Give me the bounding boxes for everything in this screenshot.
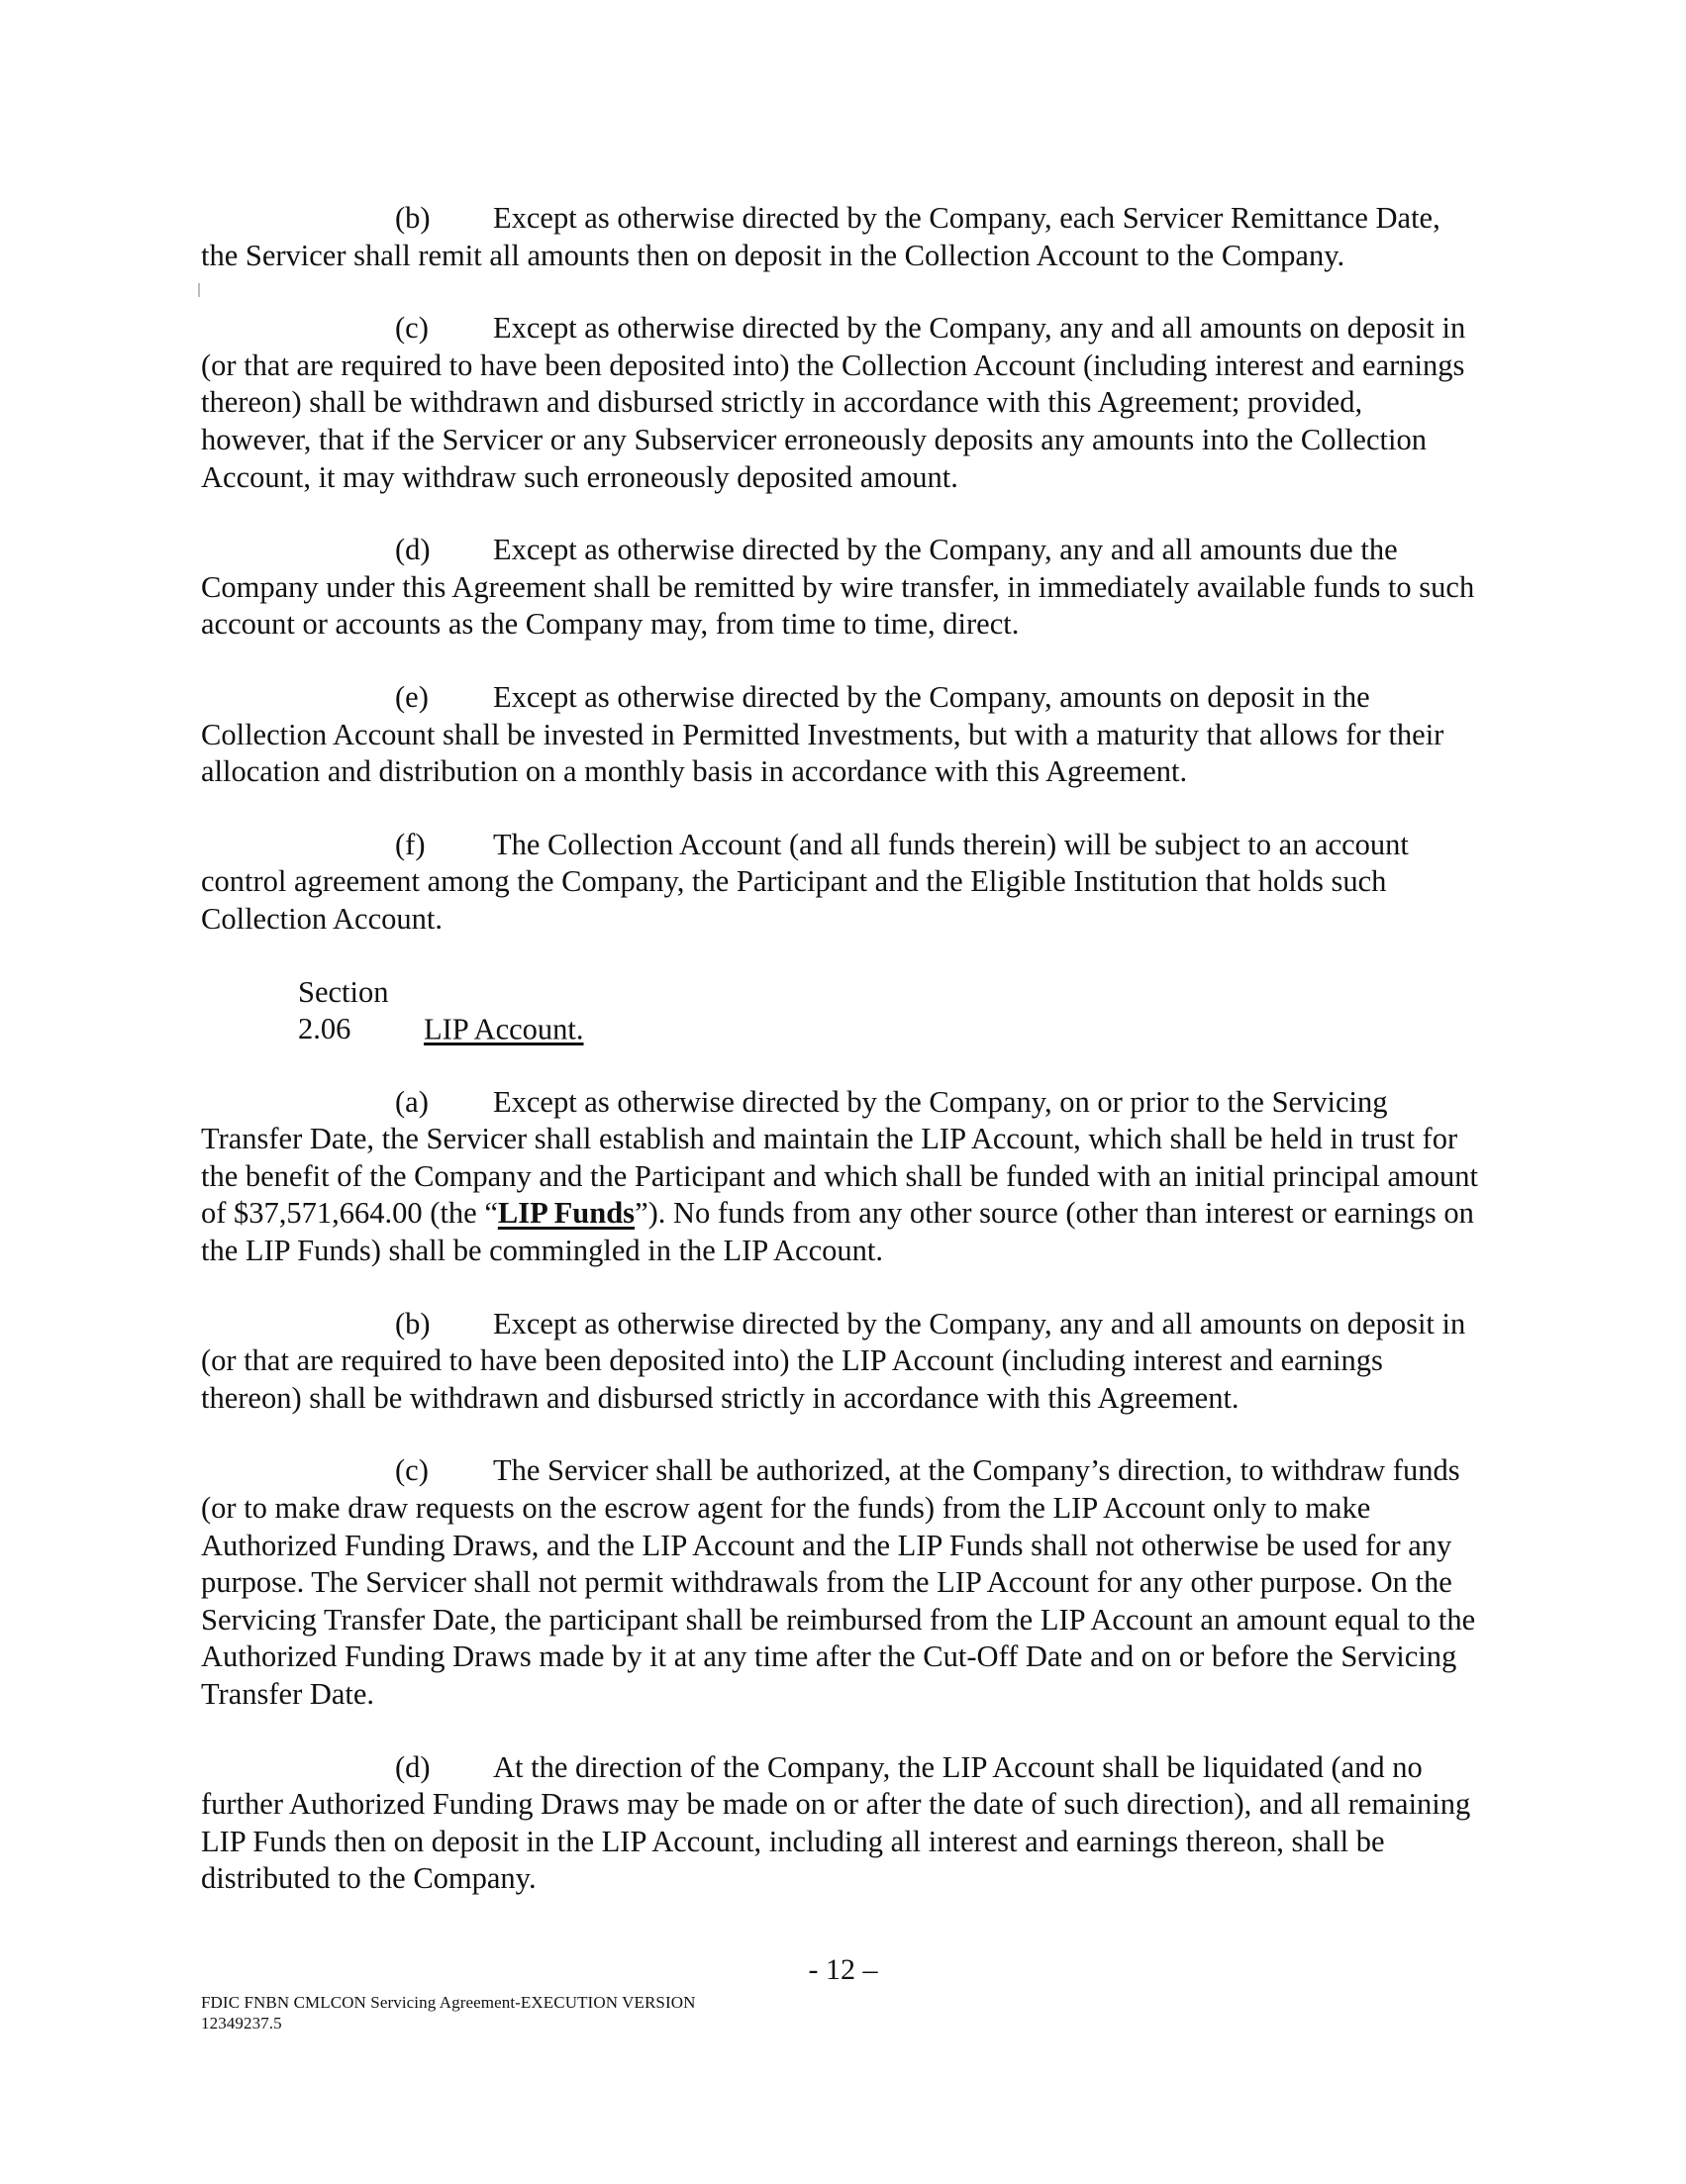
- defined-term-lip-funds: LIP Funds: [497, 1196, 636, 1231]
- page-number-value: 12: [826, 1953, 855, 1986]
- paragraph-text: Except as otherwise directed by the Company, on or prior to the Servicing Transfer Date, the Servicer shall establish and maintain the LIP Account, which shall be held in trust for the benefit of the Company and the Participant and which shall be funded with an initial principal amount of $37,571,664.00 (the “: [201, 1084, 1478, 1231]
- paragraph-f-control-agreement: [201, 827, 1478, 939]
- paragraph-b-lip-withdrawals: [201, 1306, 1478, 1418]
- section-number: Section 2.06: [298, 974, 389, 1046]
- paragraph-text: Except as otherwise directed by the Company, amounts on deposit in the Collection Account shall be invested in Permitted Investments, but with a maturity that allows for their allocation and distribution on a monthly basis in accordance with this Agreement.: [201, 679, 1444, 789]
- paragraph-d-liquidation: [201, 1749, 1478, 1898]
- paragraph-c-authorized-draws: [201, 1452, 1478, 1713]
- paragraph-marker: (d): [395, 533, 431, 567]
- paragraph-text: Except as otherwise directed by the Company, each Servicer Remittance Date, the Servicer shall remit all amounts then on deposit in the Collection Account to the Company.: [201, 201, 1440, 272]
- document-body: [201, 200, 1478, 1898]
- paragraph-b-remittance: [201, 200, 1478, 274]
- footer-document-title: FDIC FNBN CMLCON Servicing Agreement-EXECUTION VERSION: [201, 1993, 696, 2012]
- paragraph-text: Except as otherwise directed by the Company, any and all amounts on deposit in (or that are required to have been deposited into) the LIP Account (including interest and earnings thereon) shall be withdrawn and disbursed strictly in accordance with this Agreement.: [201, 1306, 1466, 1415]
- paragraph-text: The Servicer shall be authorized, at the Company’s direction, to withdraw funds (or to make draw requests on the escrow agent for the funds) from the LIP Account only to make Authorized Funding Draws, and the LIP Account and the LIP Funds shall not otherwise be used for any purpose. The Servicer shall not permit withdrawals from the LIP Account for any other purpose. On the Servicing Transfer Date, the participant shall be reimbursed from the LIP Account an amount equal to the Authorized Funding Draws made by it at any time after the Cut-Off Date and on or before the Servicing Transfer Date.: [201, 1453, 1476, 1711]
- paragraph-c-collection-withdrawals: [201, 310, 1478, 496]
- scan-speck: [198, 283, 200, 297]
- page-number: - 12 –: [808, 1953, 878, 1986]
- paragraph-text: Except as otherwise directed by the Company, any and all amounts due the Company under this Agreement shall be remitted by wire transfer, in immediately available funds to such account or accounts as the Company may, from time to time, direct.: [201, 533, 1475, 642]
- paragraph-text-continued: ”). No funds from any other source (other than interest or earnings on the LIP Funds) shall be commingled in the LIP Account.: [201, 1196, 1474, 1268]
- section-heading: [201, 974, 1478, 1048]
- paragraph-a-lip-account: [201, 1084, 1478, 1270]
- paragraph-marker: (c): [395, 311, 429, 346]
- paragraph-text: Except as otherwise directed by the Company, any and all amounts on deposit in (or that are required to have been deposited into) the Collection Account (including interest and earnings thereon) shall be withdrawn and disbursed strictly in accordance with this Agreement; provided, however, that if the Servicer or any Subservicer erroneously deposits any amounts into the Collection Account, it may withdraw such erroneously deposited amount.: [201, 311, 1466, 494]
- paragraph-marker: (b): [395, 201, 431, 235]
- paragraph-d-wire-transfer: [201, 532, 1478, 644]
- paragraph-marker: (f): [395, 827, 426, 861]
- section-title: LIP Account.: [424, 1012, 584, 1046]
- paragraph-marker: (c): [395, 1453, 429, 1488]
- paragraph-marker: (a): [395, 1084, 429, 1119]
- paragraph-text: At the direction of the Company, the LIP Account shall be liquidated (and no further Authorized Funding Draws may be made on or after the date of such direction), and all remaining LIP Funds then on deposit in the LIP Account, including all interest and earnings thereon, shall be distributed to the Company.: [201, 1749, 1471, 1896]
- footer-document-id: 12349237.5: [201, 2014, 282, 2033]
- paragraph-marker: (d): [395, 1749, 431, 1784]
- paragraph-marker: (b): [395, 1306, 431, 1340]
- paragraph-e-investments: [201, 679, 1478, 791]
- paragraph-marker: (e): [395, 679, 429, 714]
- paragraph-text: The Collection Account (and all funds therein) will be subject to an account control agreement among the Company, the Participant and the Eligible Institution that holds such Collection Account.: [201, 827, 1409, 936]
- document-footer: [201, 1992, 695, 2034]
